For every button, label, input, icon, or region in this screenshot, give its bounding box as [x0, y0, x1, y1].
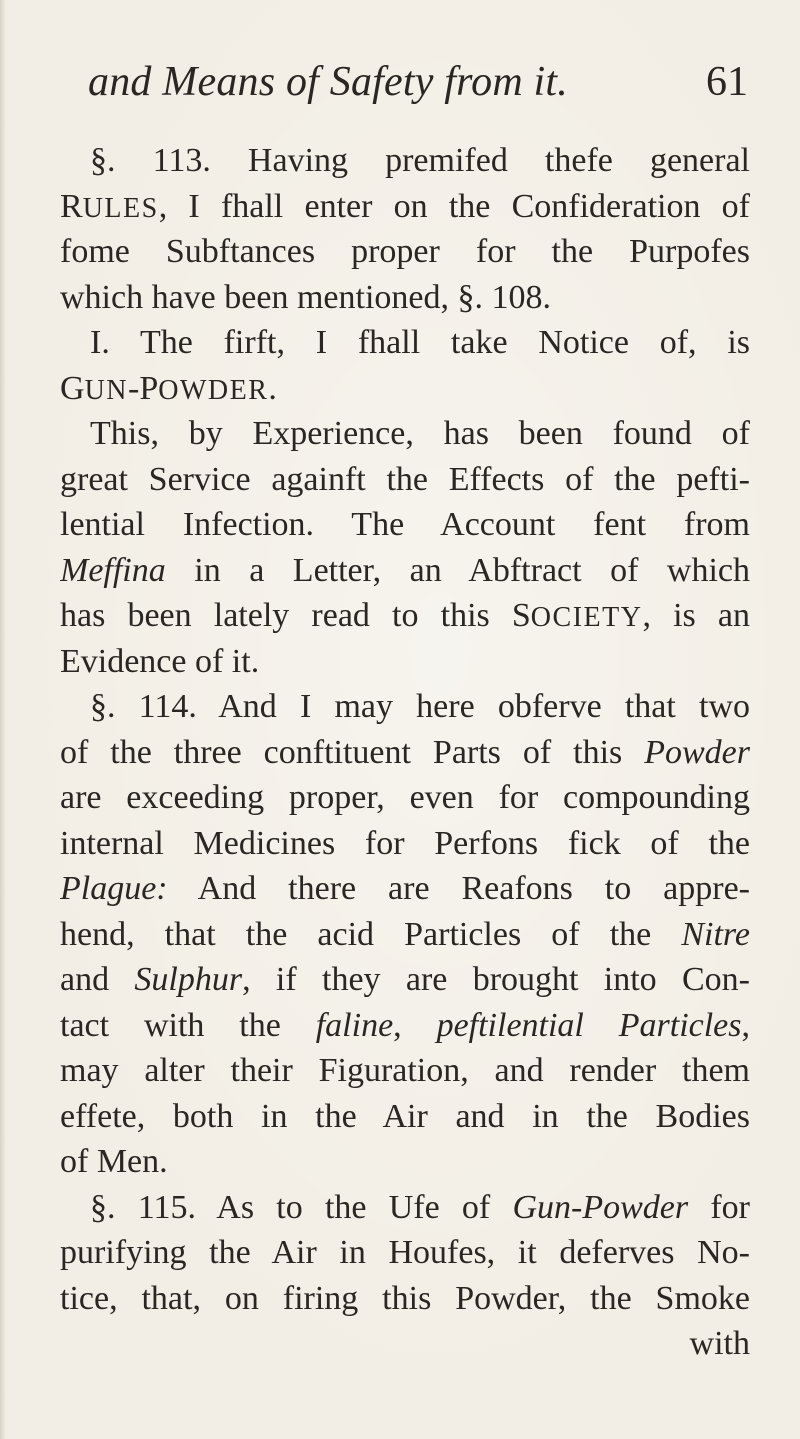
text-line: Meffina in a Letter, an Abftract of which: [60, 551, 750, 589]
text-line: I. The firft, I fhall take Notice of, is: [90, 324, 750, 361]
text-line: Plague: And there are Reafons to appre-: [60, 870, 750, 907]
text-line: internal Medicines for Perfons fick of the: [60, 824, 750, 862]
text-line: tact with the faline, peftilential Particles,: [60, 1006, 750, 1044]
text-line: RULES, I fhall enter on the Confideration of: [60, 187, 750, 225]
text-line: §. 114. And I may here obferve that two: [90, 688, 750, 725]
page-number: 61: [706, 59, 748, 105]
text-line: has been lately read to this SOCIETY, is an: [60, 597, 750, 634]
text-line: of Men.: [60, 1143, 168, 1180]
text-line: hend, that the acid Particles of the Nitre: [60, 915, 750, 953]
running-head: and Means of Safety from it.: [88, 59, 568, 105]
text-line: fome Subftances proper for the Purpofes: [60, 233, 750, 270]
text-line: effete, both in the Air and in the Bodies: [60, 1097, 750, 1135]
text-line: lential Infection. The Account fent from: [60, 506, 750, 543]
text-line: and Sulphur, if they are brought into Con-: [60, 961, 750, 998]
text-line: may alter their Figuration, and render them: [60, 1052, 750, 1089]
text-line: of the three conftituent Parts of this Powder: [60, 733, 750, 771]
text-line: §. 113. Having premifed thefe general: [90, 142, 750, 179]
text-line: great Service againft the Effects of the pefti-: [60, 460, 750, 498]
text-line: tice, that, on firing this Powder, the Smoke: [60, 1279, 750, 1317]
catchword: with: [689, 1325, 750, 1362]
text-line: Evidence of it.: [60, 642, 260, 680]
text-line: which have been mentioned, §. 108.: [60, 278, 551, 316]
text-line: This, by Experience, has been found of: [90, 415, 750, 452]
text-line: §. 115. As to the Ufe of Gun-Powder for: [90, 1188, 750, 1226]
body-text: [60, 138, 750, 1367]
text-line: GUN-POWDER.: [60, 369, 277, 407]
text-line: purifying the Air in Houfes, it deferves No-: [60, 1234, 750, 1271]
page-edge: [0, 0, 6, 1439]
page-header: [88, 58, 748, 118]
text-line: are exceeding proper, even for compounding: [60, 779, 750, 816]
